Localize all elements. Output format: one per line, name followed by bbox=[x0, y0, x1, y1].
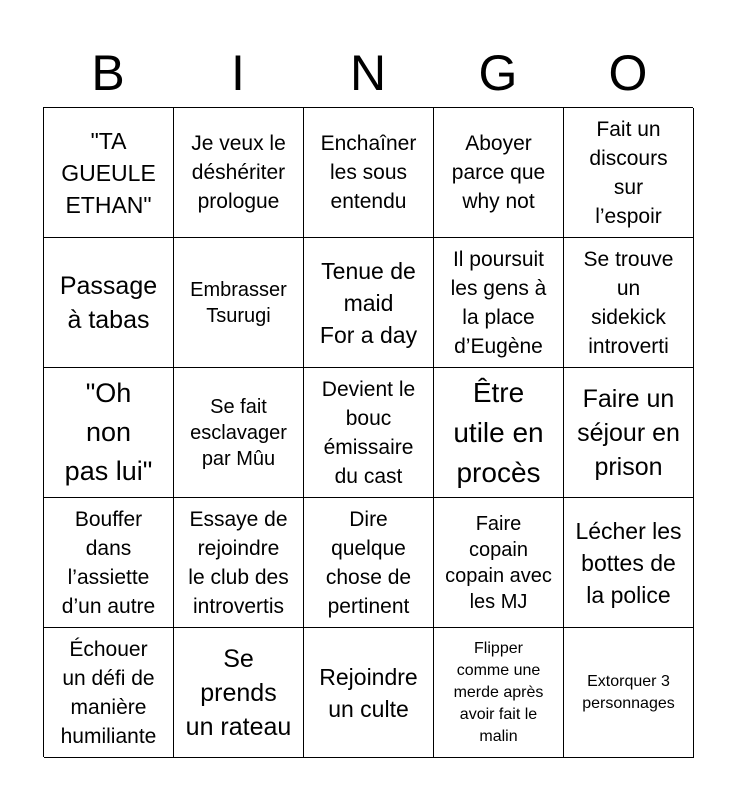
bingo-cell-text: Lécher les bottes de la police bbox=[575, 517, 682, 608]
bingo-cell-text: Se fait esclavager par Mûu bbox=[190, 395, 287, 470]
bingo-cell-text: Faire copain copain avec les MJ bbox=[445, 512, 552, 613]
header-letter-b: B bbox=[91, 45, 125, 101]
bingo-cell[interactable] bbox=[434, 498, 564, 628]
header-letter-i: I bbox=[231, 45, 245, 101]
bingo-cell-text: Aboyer parce que why not bbox=[451, 132, 546, 213]
header-letter-n: N bbox=[349, 45, 387, 101]
bingo-cell[interactable] bbox=[434, 628, 564, 758]
bingo-cell[interactable] bbox=[44, 108, 174, 238]
bingo-cell[interactable] bbox=[564, 108, 694, 238]
bingo-cell-text: Rejoindre un culte bbox=[319, 663, 418, 722]
bingo-cell-text: Devient le bouc émissaire du cast bbox=[321, 377, 416, 488]
bingo-cell[interactable] bbox=[44, 368, 174, 498]
bingo-cell[interactable] bbox=[304, 498, 434, 628]
bingo-cell-text: Flipper comme une merde après avoir fait le malin bbox=[453, 639, 544, 745]
bingo-cell[interactable] bbox=[564, 498, 694, 628]
bingo-cell[interactable] bbox=[304, 368, 434, 498]
bingo-cell-text: Dire quelque chose de pertinent bbox=[325, 507, 412, 618]
bingo-cell-text: Je veux le déshériter prologue bbox=[191, 132, 286, 213]
bingo-cell[interactable] bbox=[564, 628, 694, 758]
bingo-cell-text: Faire un séjour en prison bbox=[577, 384, 680, 481]
bingo-cell-text: Échouer un défi de manière humiliante bbox=[60, 637, 157, 748]
bingo-cell-text: Il poursuit les gens à la place d’Eugène bbox=[450, 247, 547, 358]
bingo-cell-text: Embrasser Tsurugi bbox=[190, 278, 287, 327]
bingo-cell[interactable] bbox=[174, 368, 304, 498]
bingo-cell-text: "Oh non pas lui" bbox=[64, 378, 153, 486]
header-letter-o: O bbox=[608, 45, 648, 101]
bingo-cell[interactable] bbox=[174, 498, 304, 628]
bingo-cell-text: Essaye de rejoindre le club des introvertis bbox=[188, 507, 289, 618]
bingo-cell-text: Tenue de maid For a day bbox=[319, 257, 418, 348]
bingo-cell[interactable] bbox=[304, 108, 434, 238]
bingo-cell-text: Extorquer 3 personnages bbox=[582, 672, 675, 712]
bingo-cell-text: "TA GUEULE ETHAN" bbox=[61, 127, 156, 218]
bingo-cell-text: Se trouve un sidekick introverti bbox=[583, 247, 674, 358]
bingo-cell[interactable] bbox=[564, 368, 694, 498]
bingo-cell[interactable] bbox=[174, 238, 304, 368]
bingo-card bbox=[43, 107, 693, 757]
bingo-cell[interactable] bbox=[304, 238, 434, 368]
bingo-cell[interactable] bbox=[434, 238, 564, 368]
header-letter-g: G bbox=[478, 45, 518, 101]
bingo-cell[interactable] bbox=[434, 108, 564, 238]
bingo-cell[interactable] bbox=[174, 628, 304, 758]
bingo-cell[interactable] bbox=[44, 498, 174, 628]
bingo-cell[interactable] bbox=[44, 238, 174, 368]
bingo-cell-text: Être utile en procès bbox=[453, 376, 544, 488]
bingo-cell[interactable] bbox=[174, 108, 304, 238]
bingo-cell-text: Enchaîner les sous entendu bbox=[320, 132, 417, 213]
bingo-cell-text: Passage à tabas bbox=[59, 271, 158, 334]
bingo-cell[interactable] bbox=[564, 238, 694, 368]
bingo-cell[interactable] bbox=[304, 628, 434, 758]
bingo-cell-text: Se prends un rateau bbox=[185, 644, 292, 741]
bingo-cell-text: Fait un discours sur l’espoir bbox=[589, 117, 668, 228]
bingo-header bbox=[43, 38, 693, 108]
bingo-cell-text: Bouffer dans l’assiette d’un autre bbox=[61, 507, 156, 618]
bingo-cell[interactable] bbox=[434, 368, 564, 498]
bingo-cell[interactable] bbox=[44, 628, 174, 758]
